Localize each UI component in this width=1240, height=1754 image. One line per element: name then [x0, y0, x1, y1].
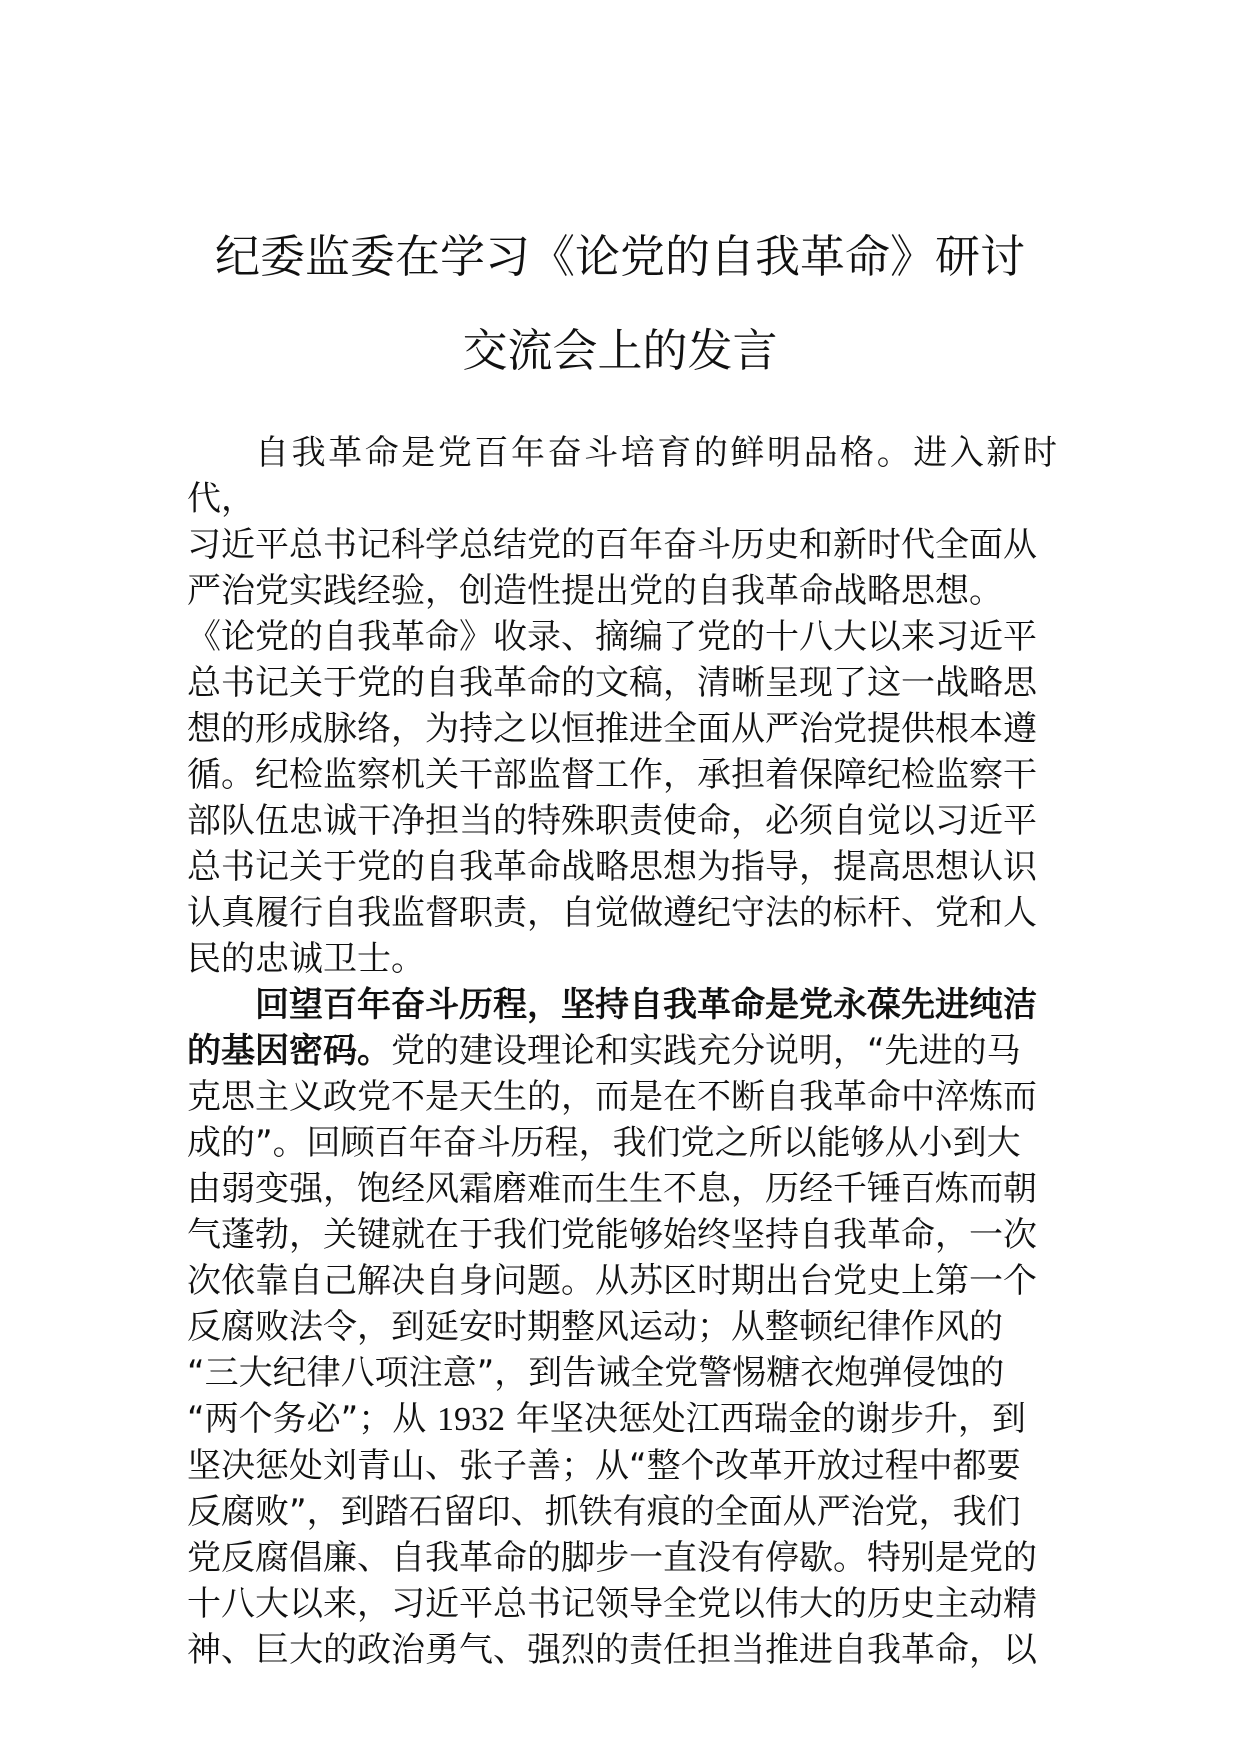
text-line: “三大纪律八项注意”，到告诫全党警惕糖衣炮弹侵蚀的	[187, 1353, 1005, 1393]
text-line: 神、巨大的政治勇气、强烈的责任担当推进自我革命，以	[187, 1630, 1037, 1670]
text-line: 总书记关于党的自我革命战略思想为指导，提高思想认识	[187, 847, 1037, 887]
document-title	[150, 210, 1090, 398]
text-line: 由弱变强，饱经风霜磨难而生生不息，历经千锤百炼而朝	[187, 1169, 1037, 1209]
text-line: 习近平总书记科学总结党的百年奋斗历史和新时代全面从	[187, 525, 1037, 565]
text-line	[187, 1028, 1057, 1074]
section-heading-line: 回望百年奋斗历程，坚持自我革命是党永葆先进纯洁	[255, 985, 1037, 1025]
paragraph-1	[187, 430, 1057, 982]
text-line: 总书记关于党的自我革命的文稿，清晰呈现了这一战略思	[187, 663, 1037, 703]
text-line: 想的形成脉络，为持之以恒推进全面从严治党提供根本遵	[187, 709, 1037, 749]
text-line: 反腐败法令，到延安时期整风运动；从整顿纪律作风的	[187, 1307, 1003, 1347]
section-heading-tail: 的基因密码。	[187, 1031, 391, 1071]
text-line: 部队伍忠诚干净担当的特殊职责使命，必须自觉以习近平	[187, 801, 1037, 841]
text-line: 严治党实践经验，创造性提出党的自我革命战略思想。	[187, 571, 1003, 611]
text-line: 十八大以来，习近平总书记领导全党以伟大的历史主动精	[187, 1584, 1037, 1624]
text-line: 气蓬勃，关键就在于我们党能够始终坚持自我革命，一次	[187, 1215, 1037, 1255]
year-number: 1932	[437, 1401, 506, 1438]
text-line	[187, 1396, 1057, 1443]
text-line: 《论党的自我革命》收录、摘编了党的十八大以来习近平	[187, 617, 1037, 657]
title-line-2: 交流会上的发言	[462, 324, 778, 377]
text-line: 民的忠诚卫士。	[187, 939, 425, 979]
text-line: 循。纪检监察机关干部监督工作，承担着保障纪检监察干	[187, 755, 1037, 795]
paragraph-2	[187, 982, 1057, 1673]
text-line: 次依靠自己解决自身问题。从苏区时期出台党史上第一个	[187, 1261, 1037, 1301]
text-line: 党反腐倡廉、自我革命的脚步一直没有停歇。特别是党的	[187, 1538, 1037, 1578]
text-line: 认真履行自我监督职责，自觉做遵纪守法的标杆、党和人	[187, 893, 1037, 933]
text-run: “两个务必”；从	[187, 1399, 438, 1439]
text-run: 年坚决惩处江西瑞金的谢步升，到	[505, 1399, 1026, 1439]
text-line: 反腐败”，到踏石留印、抓铁有痕的全面从严治党，我们	[187, 1492, 1021, 1532]
text-line: 克思主义政党不是天生的，而是在不断自我革命中淬炼而	[187, 1077, 1037, 1117]
text-run: 党的建设理论和实践充分说明，“先进的马	[391, 1031, 1021, 1071]
title-line-1: 纪委监委在学习《论党的自我革命》研讨	[214, 230, 1025, 283]
text-line: 自我革命是党百年奋斗培育的鲜明品格。进入新时代，	[187, 433, 1057, 519]
text-line: 成的”。回顾百年奋斗历程，我们党之所以能够从小到大	[187, 1123, 1021, 1163]
text-line: 坚决惩处刘青山、张子善；从“整个改革开放过程中都要	[187, 1446, 1021, 1486]
document-body	[187, 430, 1057, 1673]
